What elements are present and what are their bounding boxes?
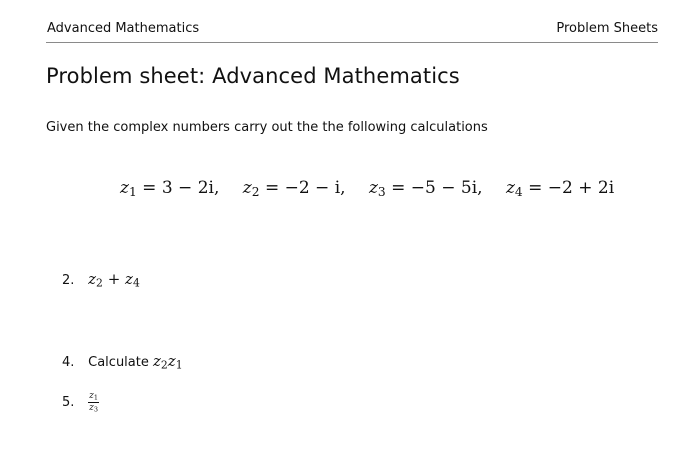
problem-item-4 (62, 352, 183, 370)
fraction-expression: $\frac{z_1}{z_3}$ (89, 391, 99, 414)
definition-z2: $z_2 = -2 - i$, (242, 178, 346, 200)
definition-z3: $z_3 = -5 - 5i$, (368, 178, 483, 200)
problem-item-2 (62, 270, 140, 288)
header-course-name: Advanced Mathematics (47, 21, 200, 36)
problem-number: 5. (62, 395, 75, 410)
problem-item-5 (62, 392, 99, 413)
definition-z1: $z_1 = 3 - 2i$, (120, 178, 220, 200)
complex-number-definitions (120, 178, 614, 198)
problem-number: 2. (62, 273, 75, 288)
problem-text: Calculate (88, 355, 153, 370)
instructions-text: Given the complex numbers carry out the the following calculations (46, 120, 488, 135)
problem-expression: $z_2 + z_4$ (88, 270, 140, 290)
problem-number: 4. (62, 355, 75, 370)
page-title: Problem sheet: Advanced Mathematics (46, 64, 460, 88)
running-header (46, 20, 658, 43)
definition-z4: $z_4 = -2 + 2i$ (505, 178, 615, 200)
header-section-name: Problem Sheets (556, 21, 658, 36)
problem-expression: $z_2z_1$ (153, 352, 183, 372)
